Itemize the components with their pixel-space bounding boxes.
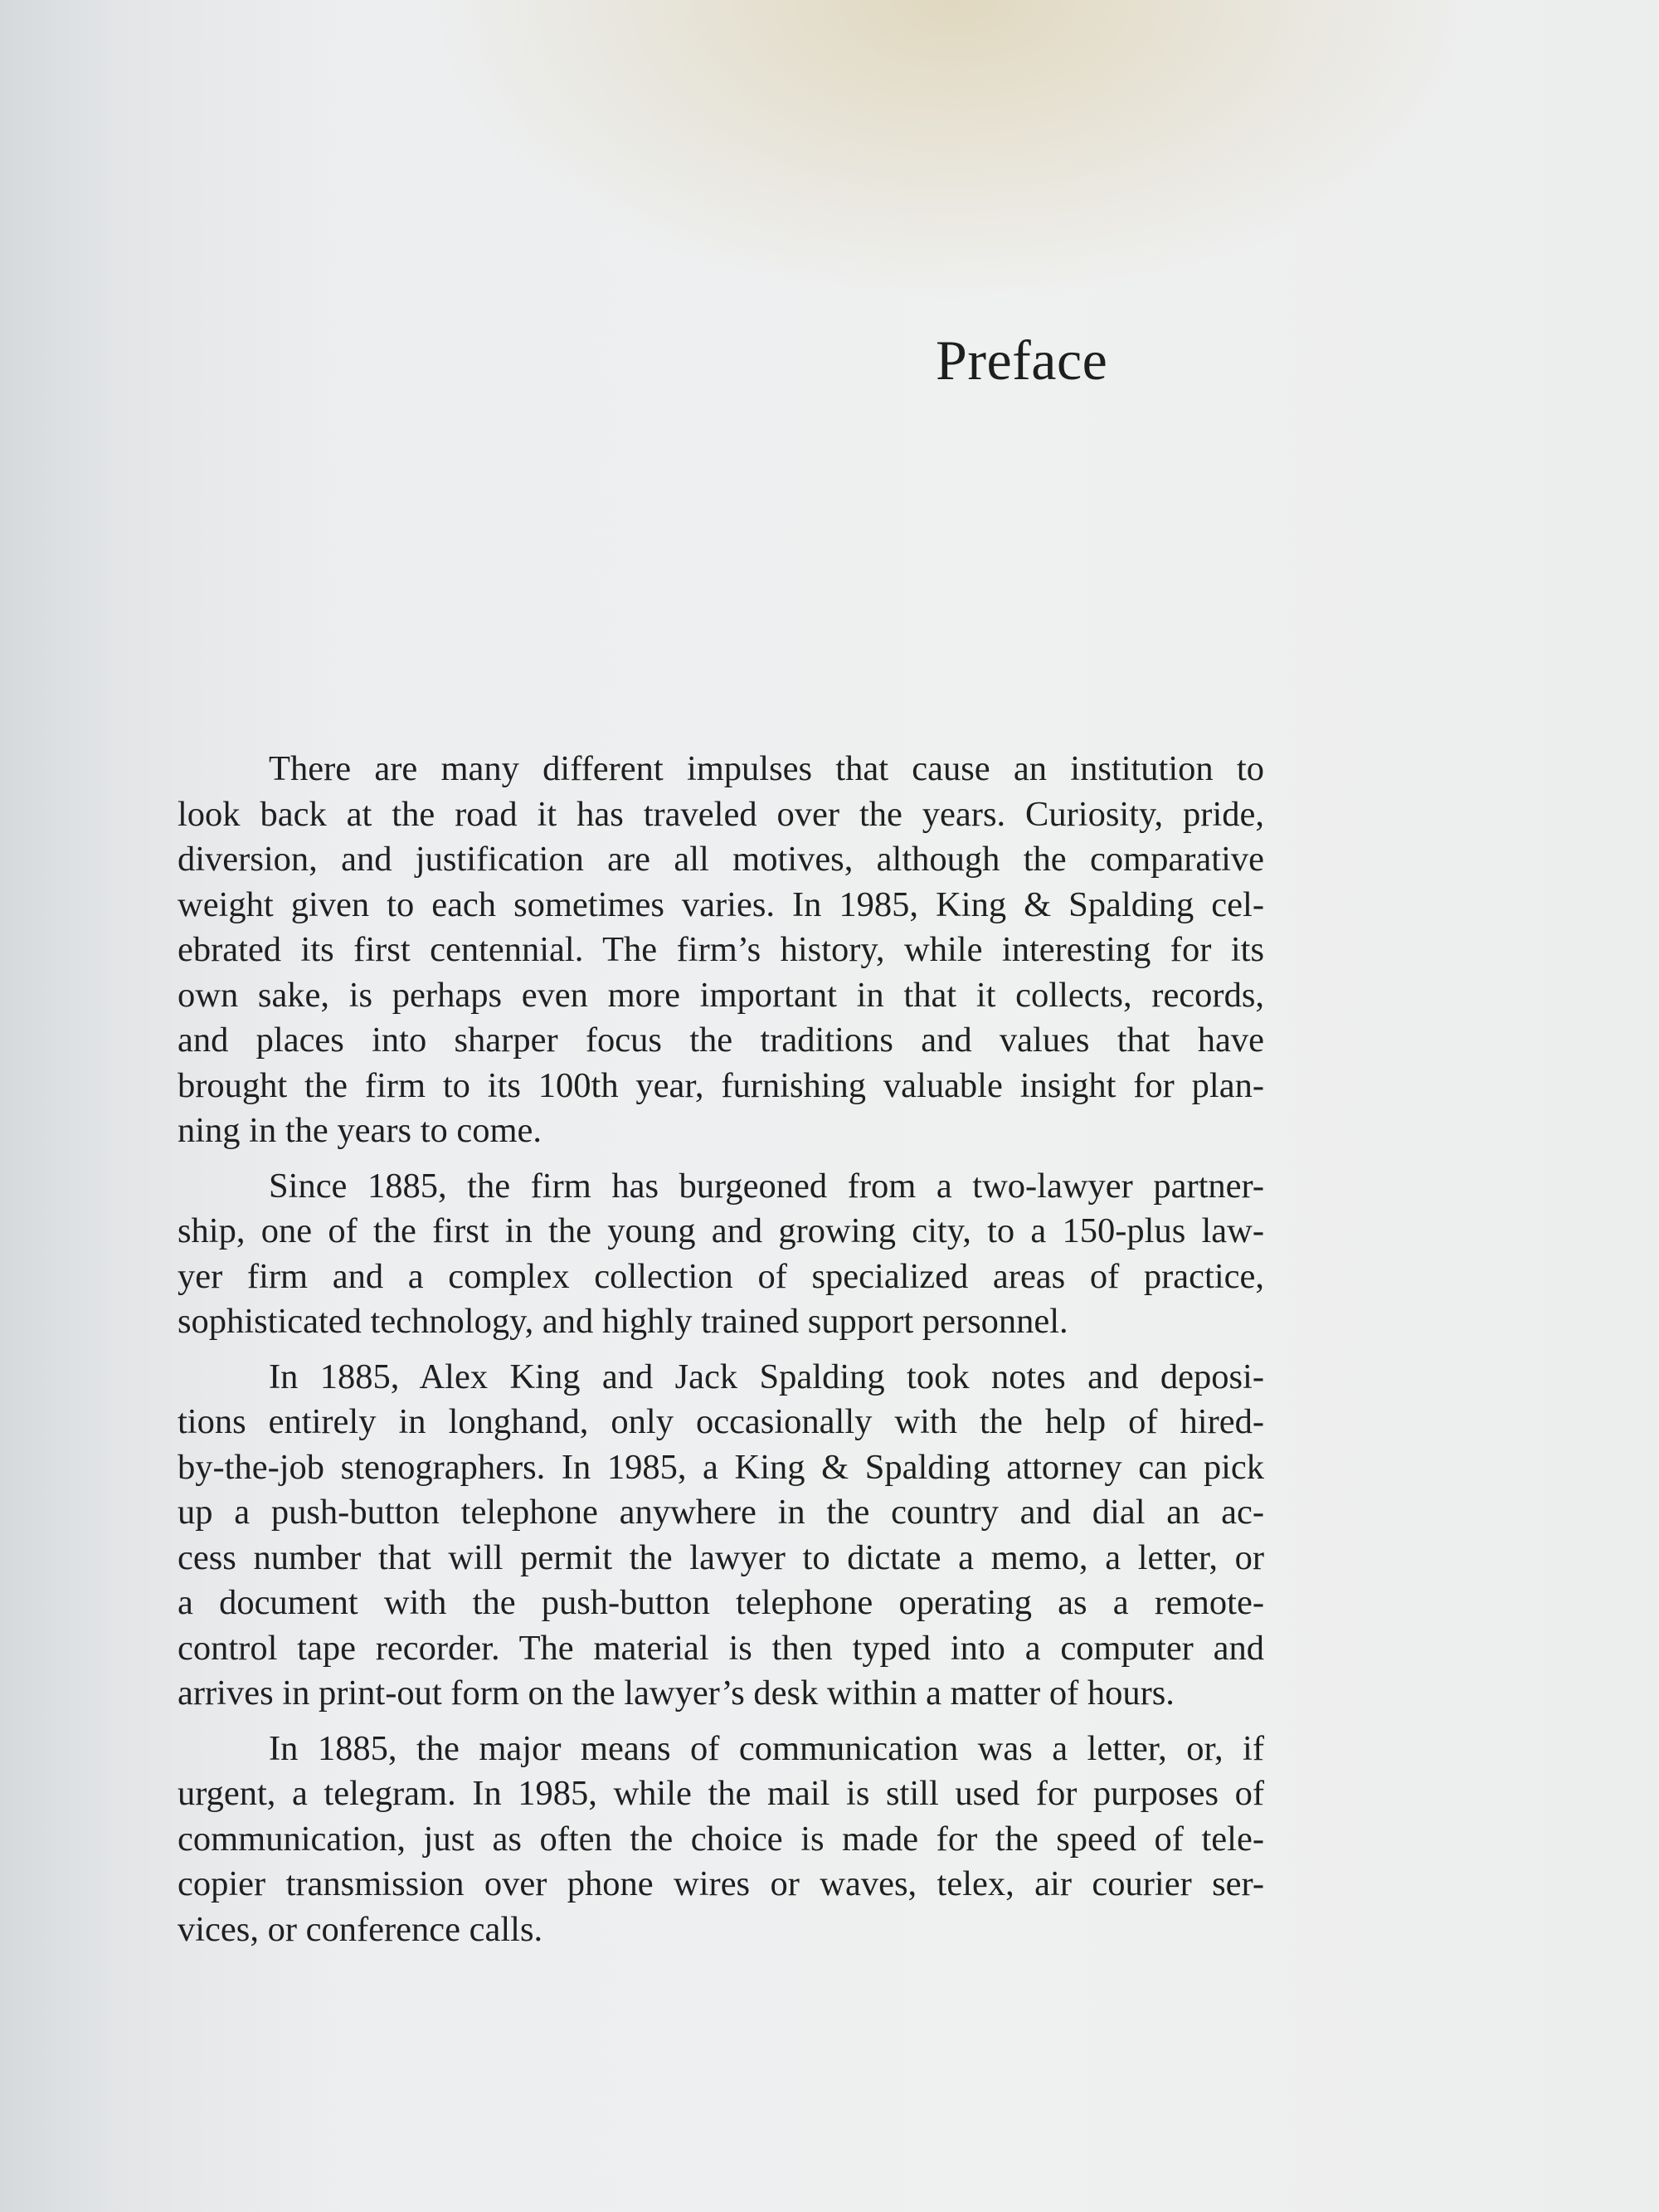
- text-line: brought the firm to its 100th year, furnishing valuable insight for plan-: [178, 1065, 1264, 1105]
- text-line: by-the-job stenographers. In 1985, a King & Spalding attorney can pick: [178, 1447, 1264, 1487]
- text-line: ning in the years to come.: [178, 1111, 542, 1150]
- paragraph-3: [178, 1355, 1264, 1717]
- text-line: urgent, a telegram. In 1985, while the mail is still used for purposes of: [178, 1774, 1264, 1813]
- paragraph-2: [178, 1164, 1264, 1345]
- text-line: ebrated its first centennial. The firm’s history, while interesting for its: [178, 930, 1264, 969]
- text-line: and places into sharper focus the traditions and values that have: [178, 1021, 1264, 1060]
- text-line: control tape recorder. The material is then typed into a computer and: [178, 1628, 1264, 1668]
- text-line: arrives in print-out form on the lawyer’s desk within a matter of hours.: [178, 1674, 1175, 1713]
- text-line: In 1885, the major means of communication was a letter, or, if: [269, 1728, 1264, 1768]
- preface-body: [178, 747, 1264, 1962]
- text-line: communication, just as often the choice is made for the speed of tele-: [178, 1819, 1264, 1859]
- paragraph-4: [178, 1727, 1264, 1953]
- text-line: copier transmission over phone wires or waves, telex, air courier ser-: [178, 1864, 1264, 1903]
- text-line: own sake, is perhaps even more important in that it collects, records,: [178, 975, 1264, 1015]
- text-line: vices, or conference calls.: [178, 1909, 543, 1949]
- text-line: In 1885, Alex King and Jack Spalding took notes and deposi-: [269, 1357, 1264, 1396]
- text-line: ship, one of the first in the young and growing city, to a 150-plus law-: [178, 1211, 1264, 1250]
- paragraph-1: [178, 747, 1264, 1154]
- text-line: cess number that will permit the lawyer to dictate a memo, a letter, or: [178, 1537, 1264, 1577]
- text-line: look back at the road it has traveled over the years. Curiosity, pride,: [178, 794, 1264, 834]
- text-line: Since 1885, the firm has burgeoned from a two-lawyer partner-: [269, 1166, 1264, 1206]
- text-line: weight given to each sometimes varies. In 1985, King & Spalding cel-: [178, 884, 1264, 924]
- text-line: sophisticated technology, and highly trained support personnel.: [178, 1302, 1068, 1341]
- text-line: There are many different impulses that cause an institution to: [269, 749, 1264, 788]
- page-heading: Preface: [936, 329, 1108, 392]
- text-line: a document with the push-button telephone operating as a remote-: [178, 1583, 1264, 1622]
- text-line: up a push-button telephone anywhere in the country and dial an ac-: [178, 1493, 1264, 1532]
- text-line: yer firm and a complex collection of specialized areas of practice,: [178, 1256, 1264, 1296]
- text-line: tions entirely in longhand, only occasionally with the help of hired-: [178, 1402, 1264, 1441]
- text-line: diversion, and justification are all motives, although the comparative: [178, 840, 1264, 879]
